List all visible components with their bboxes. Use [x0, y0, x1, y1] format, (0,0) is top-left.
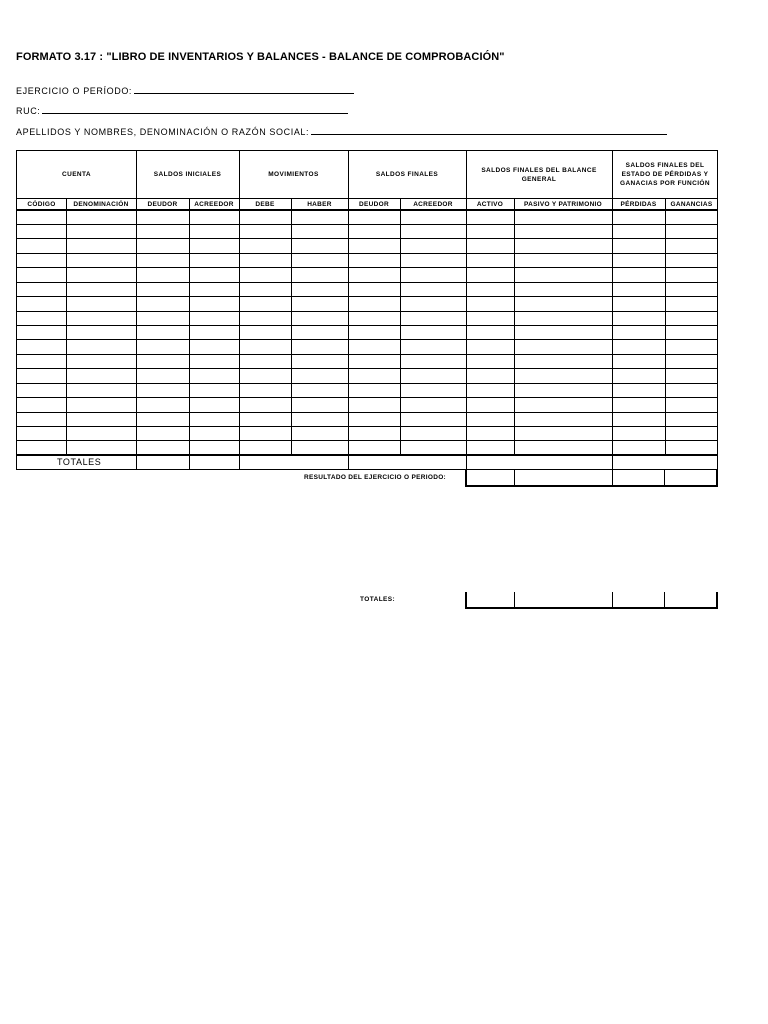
- document-title: FORMATO 3.17 : "LIBRO DE INVENTARIOS Y BALANCES - BALANCE DE COMPROBACIÓN": [16, 51, 505, 63]
- balance-table: [16, 150, 718, 470]
- col-codigo: CÓDIGO: [27, 200, 56, 208]
- ejercicio-field: [16, 84, 354, 96]
- divider: [17, 368, 718, 369]
- ejercicio-label: EJERCICIO O PERÍODO:: [16, 86, 133, 96]
- divider: [17, 209, 718, 211]
- divider: [17, 267, 718, 268]
- group-saldos-finales: SALDOS FINALES: [375, 171, 439, 178]
- divider: [514, 470, 515, 486]
- divider: [17, 224, 718, 225]
- razon-social-label: APELLIDOS Y NOMBRES, DENOMINACIÓN O RAZÓN SOCIAL:: [16, 127, 310, 137]
- col-haber: HABER: [307, 200, 332, 208]
- divider: [17, 238, 718, 239]
- divider: [514, 592, 515, 607]
- razon-social-line[interactable]: [311, 125, 667, 135]
- col-denominacion: DENOMINACIÓN: [73, 200, 129, 208]
- ruc-line[interactable]: [42, 104, 348, 114]
- divider: [17, 454, 718, 456]
- col-si-acreedor: ACREEDOR: [194, 200, 234, 208]
- divider: [612, 592, 613, 607]
- divider: [514, 198, 515, 454]
- divider: [17, 412, 718, 413]
- totales-label: TOTALES: [57, 457, 102, 467]
- divider: [17, 339, 718, 340]
- col-sf-deudor: DEUDOR: [359, 200, 389, 208]
- totales-bottom-box: [465, 592, 718, 609]
- razon-social-field: [16, 125, 667, 137]
- divider: [17, 440, 718, 441]
- group-saldos-iniciales: SALDOS INICIALES: [153, 171, 222, 178]
- divider: [17, 296, 718, 297]
- resultado-box: [465, 469, 718, 487]
- col-perdidas: PÉRDIDAS: [620, 200, 657, 208]
- divider: [17, 383, 718, 384]
- col-sf-acreedor: ACREEDOR: [413, 200, 453, 208]
- divider: [17, 426, 718, 427]
- group-movimientos: MOVIMIENTOS: [268, 171, 319, 178]
- group-estado-perdidas: SALDOS FINALES DEL ESTADO DE PÉRDIDAS Y GANACIAS POR FUNCIÓN: [620, 162, 710, 187]
- resultado-label: RESULTADO DEL EJERCICIO O PERIODO:: [304, 474, 447, 481]
- divider: [17, 311, 718, 312]
- col-activo: ACTIVO: [476, 200, 504, 208]
- group-cuenta: CUENTA: [62, 171, 91, 178]
- divider: [664, 592, 665, 607]
- col-pasivo: PASIVO Y PATRIMONIO: [523, 200, 603, 208]
- col-ganancias: GANANCIAS: [670, 200, 713, 208]
- ruc-field: [16, 104, 348, 116]
- divider: [66, 198, 67, 454]
- divider: [17, 325, 718, 326]
- divider: [17, 253, 718, 254]
- divider: [291, 198, 292, 454]
- divider: [17, 282, 718, 283]
- col-si-deudor: DEUDOR: [147, 200, 178, 208]
- divider: [17, 354, 718, 355]
- divider: [17, 198, 718, 199]
- divider: [665, 198, 666, 454]
- ruc-label: RUC:: [16, 106, 41, 116]
- divider: [664, 470, 665, 486]
- divider: [400, 198, 401, 454]
- divider: [612, 470, 613, 486]
- col-debe: DEBE: [255, 200, 275, 208]
- ejercicio-line[interactable]: [134, 84, 354, 94]
- totales-bottom-label: TOTALES:: [360, 596, 396, 603]
- divider: [17, 397, 718, 398]
- group-balance-general: SALDOS FINALES DEL BALANCE GENERAL: [481, 166, 597, 183]
